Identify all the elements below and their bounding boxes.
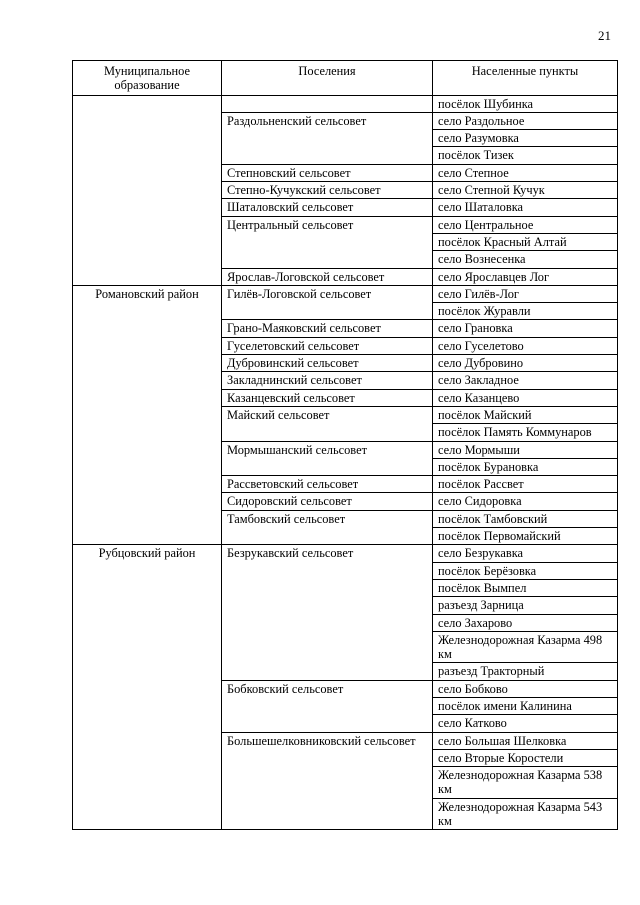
locality-cell: село Гуселетово <box>433 337 618 354</box>
locality-cell: село Большая Шелковка <box>433 732 618 749</box>
locality-cell: село Степное <box>433 164 618 181</box>
locality-cell: посёлок Вымпел <box>433 579 618 596</box>
municipality-cell: Романовский район <box>73 285 222 544</box>
locality-cell: село Закладное <box>433 372 618 389</box>
locality-cell: Железнодорожная Казарма 543 км <box>433 798 618 830</box>
settlement-cell: Казанцевский сельсовет <box>222 389 433 406</box>
settlement-cell: Большешелковниковский сельсовет <box>222 732 433 830</box>
settlement-cell: Грано-Маяковский сельсовет <box>222 320 433 337</box>
locality-cell: село Шаталовка <box>433 199 618 216</box>
settlement-cell: Тамбовский сельсовет <box>222 510 433 545</box>
locality-cell: село Бобково <box>433 680 618 697</box>
table-header-row <box>73 61 618 96</box>
locality-cell: посёлок Первомайский <box>433 528 618 545</box>
locality-cell: село Вторые Коростели <box>433 749 618 766</box>
settlements-table <box>72 60 618 830</box>
locality-cell: посёлок имени Калинина <box>433 697 618 714</box>
locality-cell: посёлок Рассвет <box>433 476 618 493</box>
locality-cell: село Вознесенка <box>433 251 618 268</box>
locality-cell: посёлок Берёзовка <box>433 562 618 579</box>
locality-cell: село Катково <box>433 715 618 732</box>
page-number: 21 <box>598 28 611 43</box>
table-row <box>73 95 618 112</box>
locality-cell: посёлок Красный Алтай <box>433 233 618 250</box>
locality-cell: Железнодорожная Казарма 498 км <box>433 631 618 663</box>
settlement-cell: Гилёв-Логовской сельсовет <box>222 285 433 320</box>
locality-cell: посёлок Майский <box>433 406 618 423</box>
header-municipality: Муниципальное образование <box>73 61 222 96</box>
locality-cell: посёлок Тамбовский <box>433 510 618 527</box>
municipality-cell: Рубцовский район <box>73 545 222 830</box>
locality-cell: село Казанцево <box>433 389 618 406</box>
locality-cell: посёлок Бурановка <box>433 458 618 475</box>
locality-cell: посёлок Шубинка <box>433 95 618 112</box>
settlement-cell: Гуселетовский сельсовет <box>222 337 433 354</box>
locality-cell: село Захарово <box>433 614 618 631</box>
settlement-cell: Рассветовский сельсовет <box>222 476 433 493</box>
settlement-cell <box>222 95 433 112</box>
table-row <box>73 545 618 562</box>
settlement-cell: Ярослав-Логовской сельсовет <box>222 268 433 285</box>
settlement-cell: Майский сельсовет <box>222 406 433 441</box>
locality-cell: разъезд Тракторный <box>433 663 618 680</box>
locality-cell: посёлок Тизек <box>433 147 618 164</box>
locality-cell: село Ярославцев Лог <box>433 268 618 285</box>
locality-cell: село Сидоровка <box>433 493 618 510</box>
locality-cell: Железнодорожная Казарма 538 км <box>433 767 618 799</box>
settlement-cell: Шаталовский сельсовет <box>222 199 433 216</box>
settlement-cell: Степновский сельсовет <box>222 164 433 181</box>
settlement-cell: Безрукавский сельсовет <box>222 545 433 680</box>
locality-cell: село Гилёв-Лог <box>433 285 618 302</box>
settlement-cell: Степно-Кучукский сельсовет <box>222 182 433 199</box>
header-settlements: Поселения <box>222 61 433 96</box>
locality-cell: село Мормыши <box>433 441 618 458</box>
settlement-cell: Сидоровский сельсовет <box>222 493 433 510</box>
settlement-cell: Дубровинский сельсовет <box>222 355 433 372</box>
locality-cell: посёлок Память Коммунаров <box>433 424 618 441</box>
table-body <box>73 95 618 830</box>
locality-cell: посёлок Журавли <box>433 303 618 320</box>
locality-cell: село Дубровино <box>433 355 618 372</box>
municipality-cell <box>73 95 222 285</box>
locality-cell: село Разумовка <box>433 130 618 147</box>
settlement-cell: Закладнинский сельсовет <box>222 372 433 389</box>
locality-cell: село Грановка <box>433 320 618 337</box>
table-row <box>73 285 618 302</box>
locality-cell: село Центральное <box>433 216 618 233</box>
locality-cell: село Безрукавка <box>433 545 618 562</box>
settlement-cell: Бобковский сельсовет <box>222 680 433 732</box>
locality-cell: село Раздольное <box>433 112 618 129</box>
settlement-cell: Центральный сельсовет <box>222 216 433 268</box>
locality-cell: разъезд Зарница <box>433 597 618 614</box>
settlement-cell: Мормышанский сельсовет <box>222 441 433 476</box>
locality-cell: село Степной Кучук <box>433 182 618 199</box>
header-localities: Населенные пункты <box>433 61 618 96</box>
settlement-cell: Раздольненский сельсовет <box>222 112 433 164</box>
